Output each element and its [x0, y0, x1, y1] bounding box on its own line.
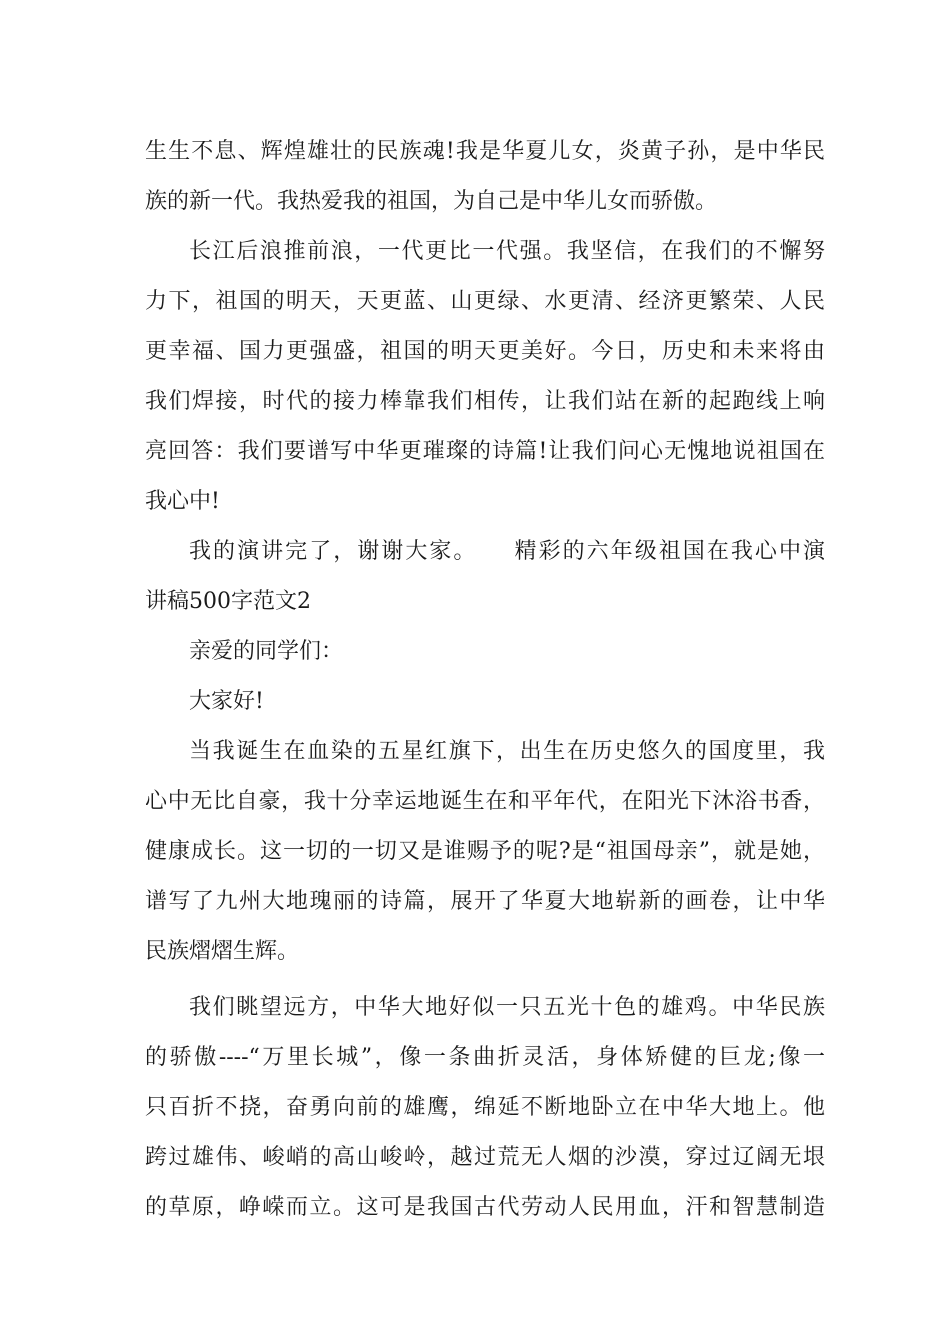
text-line: 民族熠熠生辉。 — [145, 939, 300, 964]
paragraph-first-line: 我们眺望远方，中华大地好似一只五光十色的雄鸡。中华民族 — [189, 995, 825, 1020]
text-line: 亮回答：我们要谱写中华更璀璨的诗篇!让我们问心无愧地说祖国在 — [145, 439, 825, 464]
text-line: 我们焊接，时代的接力棒靠我们相传，让我们站在新的起跑线上响 — [145, 389, 825, 414]
text-line: 的骄傲----“万里长城”，像一条曲折灵活，身体矫健的巨龙;像一 — [145, 1045, 825, 1070]
text-line: 心中无比自豪，我十分幸运地诞生在和平年代，在阳光下沐浴书香， — [145, 789, 825, 814]
paragraph-first-line: 我的演讲完了，谢谢大家。 精彩的六年级祖国在我心中演 — [189, 539, 825, 564]
salutation: 亲爱的同学们： — [189, 639, 344, 664]
text-line: 我心中! — [145, 489, 220, 514]
text-line: 的草原，峥嵘而立。这可是我国古代劳动人民用血，汗和智慧制造 — [145, 1195, 825, 1220]
section-title-line: 讲稿500字范文2 — [145, 589, 311, 614]
text-line: 族的新一代。我热爱我的祖国，为自己是中华儿女而骄傲。 — [145, 189, 718, 214]
paragraph-first-line: 长江后浪推前浪，一代更比一代强。我坚信，在我们的不懈努 — [189, 239, 825, 264]
text-line: 谱写了九州大地瑰丽的诗篇，展开了华夏大地崭新的画卷，让中华 — [145, 889, 825, 914]
text-line: 只百折不挠，奋勇向前的雄鹰，绵延不断地卧立在中华大地上。他 — [145, 1095, 825, 1120]
paragraph-first-line: 当我诞生在血染的五星红旗下，出生在历史悠久的国度里，我 — [189, 739, 825, 764]
text-line: 力下，祖国的明天，天更蓝、山更绿、水更清、经济更繁荣、人民 — [145, 289, 825, 314]
greeting: 大家好! — [189, 689, 264, 714]
text-line: 更幸福、国力更强盛，祖国的明天更美好。今日，历史和未来将由 — [145, 339, 825, 364]
text-line: 健康成长。这一切的一切又是谁赐予的呢?是“祖国母亲”，就是她， — [145, 839, 825, 864]
text-line: 生生不息、辉煌雄壮的民族魂!我是华夏儿女，炎黄子孙，是中华民 — [145, 139, 825, 164]
text-line: 跨过雄伟、峻峭的高山峻岭，越过荒无人烟的沙漠，穿过辽阔无垠 — [145, 1145, 825, 1170]
